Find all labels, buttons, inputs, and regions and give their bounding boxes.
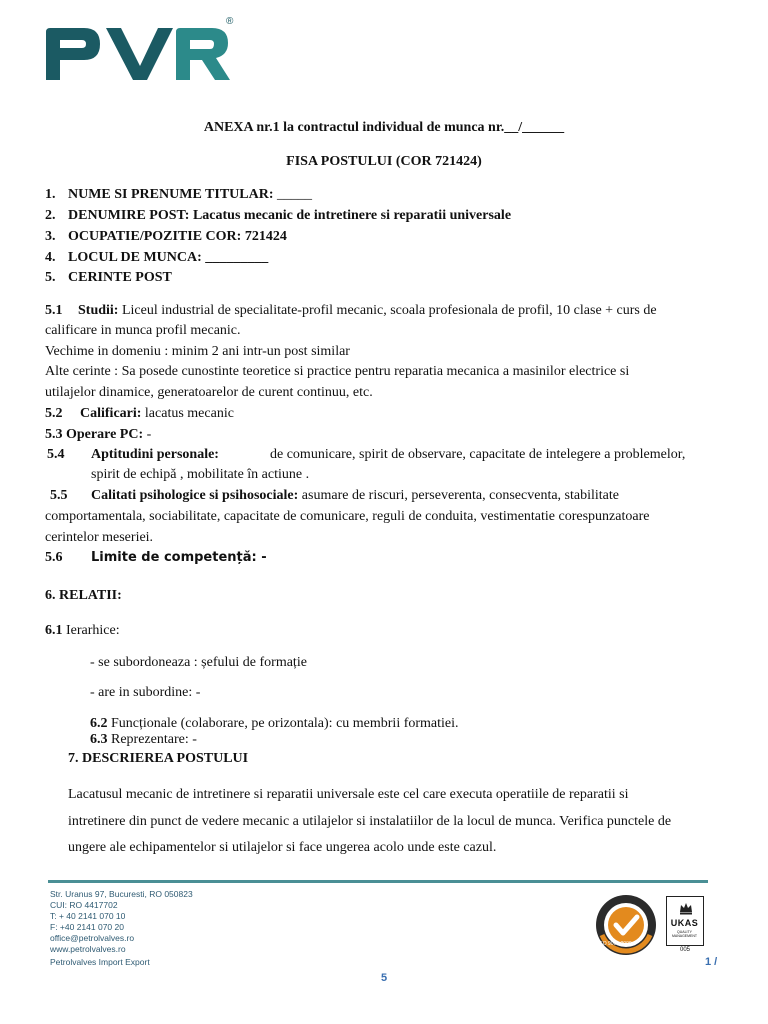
- list-value: _________: [201, 250, 269, 265]
- annex-title: ANEXA nr.1 la contractul individual de munca nr.__/______: [203, 120, 565, 135]
- other-requirements-line-1: Alte cerinte : Sa posede cunostinte teoretice si practice pentru reparatia mecanica a masinilor electrice si: [45, 364, 630, 379]
- ukas-text: UKAS: [670, 918, 699, 928]
- footer-rule: [48, 880, 708, 883]
- psychological-text: asumare de riscuri, perseverenta, consecventa, stabilitate: [298, 488, 619, 503]
- competence-limits: Limite de competență: -: [91, 550, 267, 565]
- studies-text: Liceul industrial de specialitate-profil mecanic, scoala profesionala de profil, 10 clase + curs de: [118, 303, 657, 318]
- ukas-badge: [666, 896, 706, 956]
- page-marker: 1 /: [705, 956, 718, 968]
- other-requirements-line-2: utilajelor dinamice, generatoarelor de curent continuu, etc.: [45, 385, 373, 400]
- section-number-6-2: 6.2: [90, 716, 108, 731]
- hierarchical-label: Ierarhice:: [62, 623, 120, 638]
- list-item-5: CERINTE POST: [68, 270, 172, 285]
- subordinate-to-text: - se subordoneaza : șefului de formație: [90, 655, 307, 670]
- list-number-4: 4.: [45, 250, 56, 265]
- relations-heading: 6. RELATII:: [45, 588, 122, 603]
- list-label: LOCUL DE MUNCA:: [68, 250, 202, 265]
- psychological-label: Calitati psihologice si psihosociale:: [91, 488, 299, 503]
- footer-address: Str. Uranus 97, Bucuresti, RO 050823: [50, 889, 193, 899]
- job-description-line-2: intretinere din punct de vedere mecanic a utilajelor si instalatiilor de la locul de munca. Verifica punctele de: [68, 814, 672, 829]
- qualifications-line: [80, 405, 234, 423]
- section-number-6-3: 6.3: [90, 732, 108, 747]
- list-value: 721424: [241, 229, 287, 244]
- job-sheet-title: FISA POSTULUI (COR 721424): [286, 154, 482, 169]
- footer-email[interactable]: office@petrolvalves.ro: [50, 933, 135, 943]
- studies-line-1: [78, 302, 657, 320]
- iso-badge-text: ISO 9001:2000: [598, 941, 632, 947]
- studies-line-2: calificare in munca profil mecanic.: [45, 323, 241, 338]
- crown-icon: [678, 900, 694, 916]
- footer-company: Petrolvalves Import Export: [50, 957, 150, 967]
- footer-phone: T: + 40 2141 070 10: [50, 911, 126, 921]
- list-item-2: [68, 207, 511, 225]
- job-description-heading: 7. DESCRIEREA POSTULUI: [68, 751, 249, 766]
- list-number-1: 1.: [45, 187, 56, 202]
- footer-fax: F: +40 2141 070 20: [50, 922, 124, 932]
- ukas-code: 005: [679, 947, 690, 953]
- job-description-line-3: ungere ale echipamentelor si utilajelor si face ungerea acolo unde este cazul.: [68, 840, 497, 855]
- list-item-1: [68, 186, 312, 204]
- list-value: _____: [273, 187, 312, 202]
- list-item-3: [68, 228, 287, 246]
- pc-operation-label: 5.3 Operare PC:: [45, 427, 144, 442]
- list-number-2: 2.: [45, 208, 56, 223]
- list-number-3: 3.: [45, 229, 56, 244]
- company-logo: [44, 16, 244, 86]
- personal-skills-label: Aptitudini personale:: [91, 447, 219, 462]
- section-number-5-4: 5.4: [47, 447, 65, 462]
- section-number-5-2: 5.2: [45, 406, 63, 421]
- subordinates-line: - are in subordine: -: [90, 685, 201, 700]
- psychological-line-1: [91, 487, 619, 505]
- list-item-4: [68, 249, 268, 267]
- list-label: DENUMIRE POST:: [68, 208, 190, 223]
- qualifications-label: Calificari:: [80, 406, 142, 421]
- functional-text: Funcționale (colaborare, pe orizontala): cu membrii formatiei.: [107, 716, 459, 731]
- subordinate-to-line: [90, 654, 307, 672]
- ukas-badge-frame: [666, 896, 704, 946]
- footer-cui: CUI: RO 4417702: [50, 900, 118, 910]
- list-label: OCUPATIE/POZITIE COR:: [68, 229, 242, 244]
- pc-operation-line: [45, 426, 151, 444]
- pc-operation-value: -: [143, 427, 152, 442]
- pvr-logo-icon: [44, 22, 244, 86]
- personal-skills-line-1: de comunicare, spirit de observare, capacitate de intelegere a problemelor,: [270, 447, 686, 462]
- list-number-5: 5.: [45, 270, 56, 285]
- hierarchical-line: [45, 622, 120, 640]
- qualifications-value: lacatus mecanic: [141, 406, 234, 421]
- iso-badge-icon: [594, 893, 658, 957]
- representation-line: [90, 731, 197, 749]
- studies-label: Studii:: [78, 303, 119, 318]
- list-value: Lacatus mecanic de intretinere si reparatii universale: [189, 208, 512, 223]
- iso-certification-badge: [594, 893, 658, 957]
- personal-skills-line-2: spirit de echipă , mobilitate în actiune .: [91, 467, 310, 482]
- page-number: 5: [380, 972, 388, 984]
- psychological-line-3: cerintelor meseriei.: [45, 530, 154, 545]
- section-number-5-6: 5.6: [45, 550, 63, 565]
- ukas-subtext: QUALITY MANAGEMENT: [671, 930, 698, 938]
- footer-website[interactable]: www.petrolvalves.ro: [50, 944, 126, 954]
- experience-line: Vechime in domeniu : minim 2 ani intr-un post similar: [45, 344, 350, 359]
- representation-text: Reprezentare: -: [107, 732, 197, 747]
- list-label: NUME SI PRENUME TITULAR:: [68, 187, 274, 202]
- section-number-5-5: 5.5: [50, 488, 68, 503]
- registered-mark: ®: [226, 16, 234, 27]
- section-number-6-1: 6.1: [45, 623, 63, 638]
- section-number-5-1: 5.1: [45, 303, 63, 318]
- psychological-line-2: comportamentala, sociabilitate, capacitate de comunicare, reguli de conduita, vestimentatie corespunzatoare: [45, 509, 650, 524]
- job-description-line-1: Lacatusul mecanic de intretinere si reparatii universale este cel care executa operatiile de reparatii si: [68, 787, 629, 802]
